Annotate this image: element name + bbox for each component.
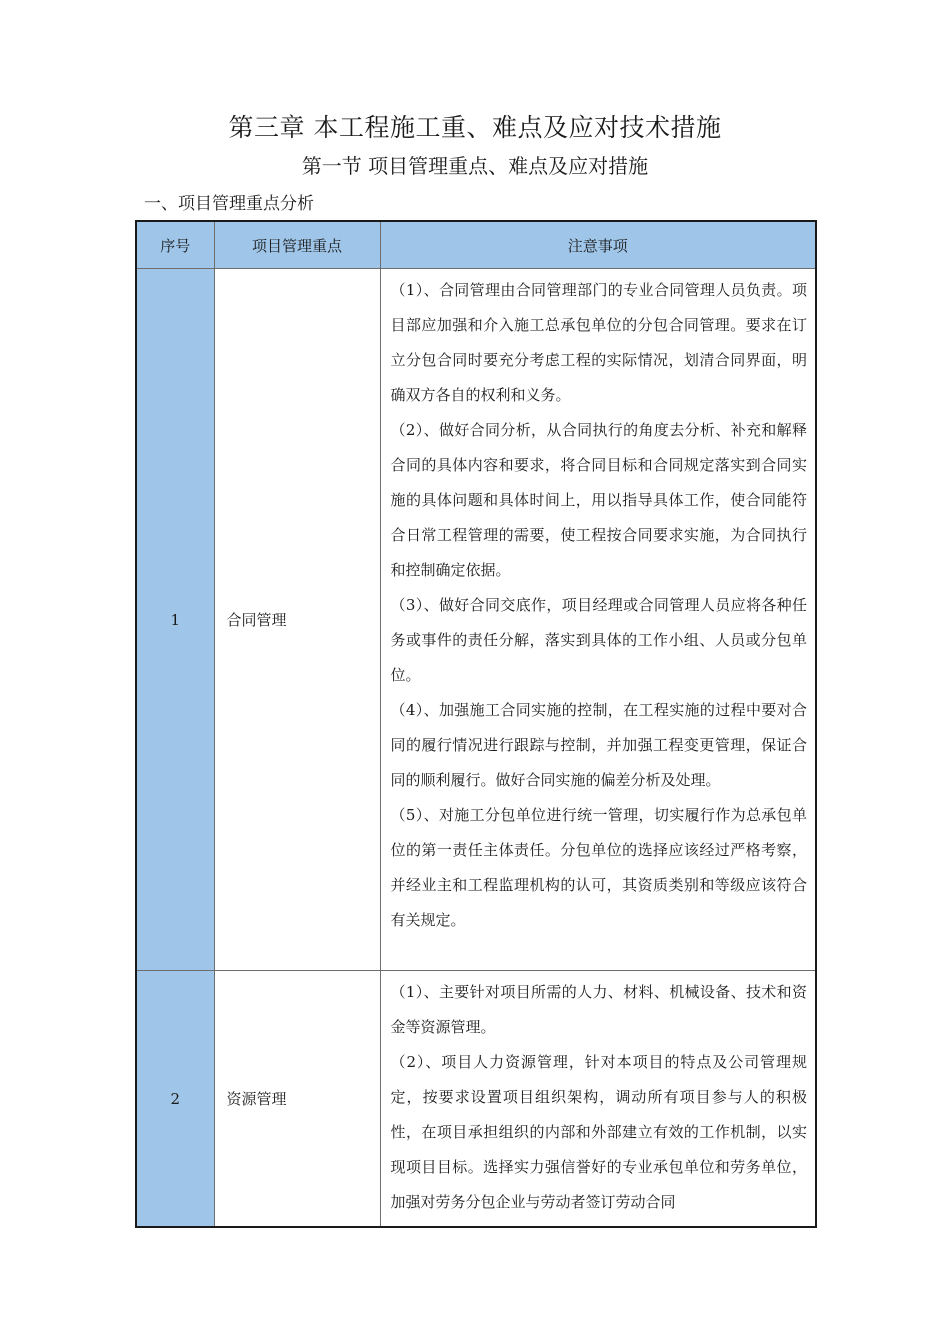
- note-paragraph: （1）、主要针对项目所需的人力、材料、机械设备、技术和资金等资源管理。: [390, 983, 807, 1036]
- row-seq: 1: [136, 269, 214, 971]
- row-key-point: 合同管理: [214, 269, 380, 971]
- note-paragraph: （1）、合同管理由合同管理部门的专业合同管理人员负责。项目部应加强和介入施工总承包单位的分包合同管理。要求在订立分包合同时要充分考虑工程的实际情况，划清合同界面，明确双方各自的权利和义务。: [390, 281, 807, 404]
- note-paragraph: （5）、对施工分包单位进行统一管理，切实履行作为总承包单位的第一责任主体责任。分包单位的选择应该经过严格考察，并经业主和工程监理机构的认可，其资质类别和等级应该符合有关规定。: [390, 806, 807, 929]
- header-key-point: 项目管理重点: [214, 221, 380, 269]
- section-title: 第一节 项目管理重点、难点及应对措施: [301, 154, 649, 178]
- table-header-row: [136, 221, 816, 269]
- chapter-title: 第三章 本工程施工重、难点及应对技术措施: [228, 113, 722, 142]
- note-paragraph: （4）、加强施工合同实施的控制，在工程实施的过程中要对合同的履行情况进行跟踪与控制，并加强工程变更管理，保证合同的顺利履行。做好合同实施的偏差分析及处理。: [390, 701, 807, 789]
- header-notes: 注意事项: [380, 221, 816, 269]
- table-row: [136, 971, 816, 1228]
- note-paragraph: （2）、做好合同分析，从合同执行的角度去分析、补充和解释合同的具体内容和要求，将合同目标和合同规定落实到合同实施的具体问题和具体时间上，用以指导具体工作，使合同能符合日常工程管理的需要，使工程按合同要求实施，为合同执行和控制确定依据。: [390, 421, 807, 579]
- header-seq: 序号: [136, 221, 214, 269]
- table-row: [136, 269, 816, 971]
- note-paragraph: （3）、做好合同交底作，项目经理或合同管理人员应将各种任务或事件的责任分解，落实到具体的工作小组、人员或分包单位。: [390, 596, 807, 684]
- row-notes: [380, 269, 816, 971]
- row-notes: [380, 971, 816, 1228]
- note-paragraph: （2）、项目人力资源管理，针对本项目的特点及公司管理规定，按要求设置项目组织架构，调动所有项目参与人的积极性，在项目承担组织的内部和外部建立有效的工作机制，以实现项目目标。选择实力强信誉好的专业承包单位和劳务单位，加强对劳务分包企业与劳动者签订劳动合同: [390, 1053, 807, 1211]
- subsection-title: 一、项目管理重点分析: [144, 194, 314, 214]
- row-key-point: 资源管理: [214, 971, 380, 1228]
- management-key-points-table: [135, 220, 817, 1228]
- row-seq: 2: [136, 971, 214, 1228]
